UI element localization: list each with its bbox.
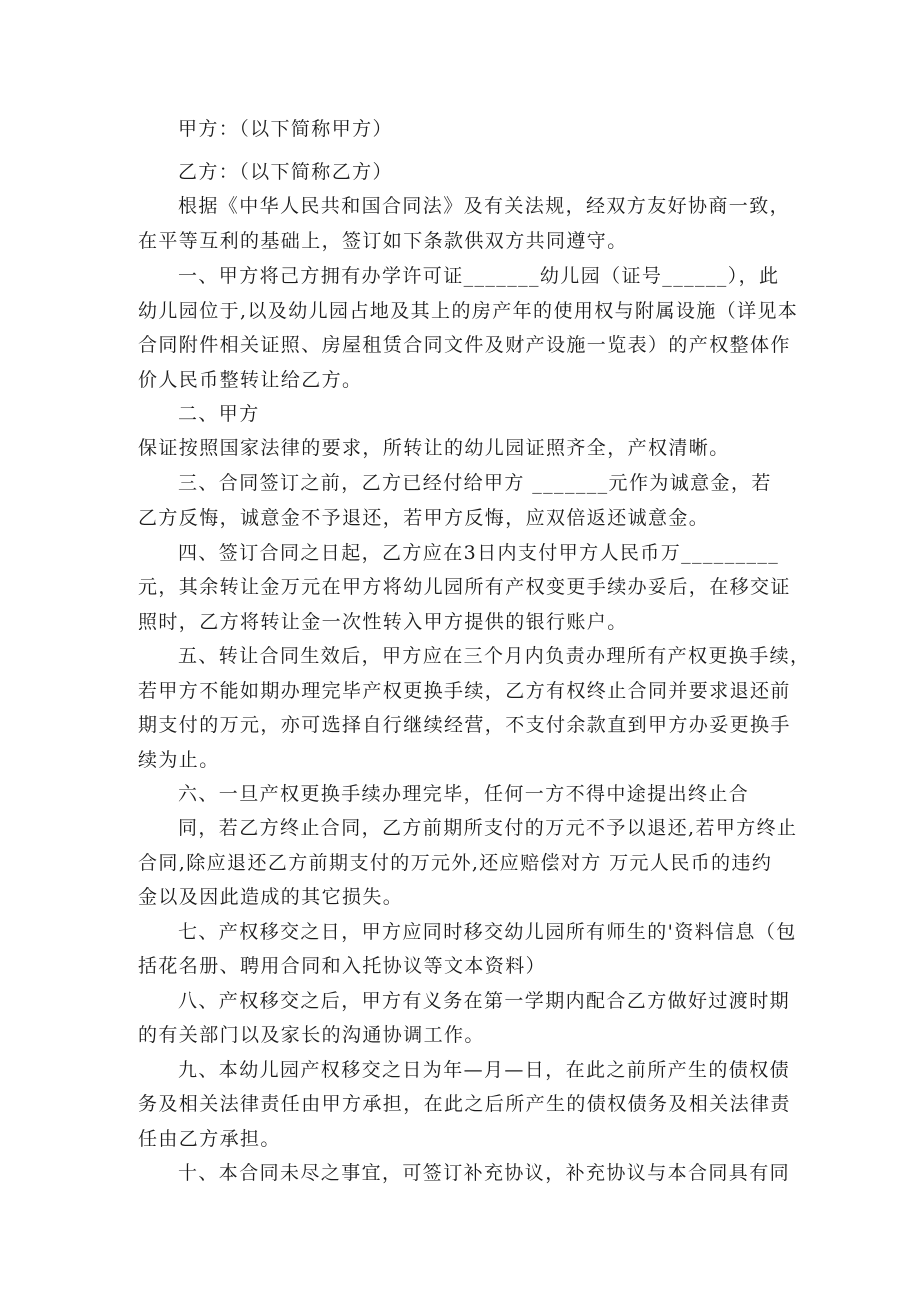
- clause-2-line-1: 保证按照国家法律的要求，所转让的幼儿园证照齐全，产权清晰。: [138, 437, 730, 459]
- clause-5-line-1: 五、转让合同生效后，甲方应在三个月内负责办理所有产权更换手续，: [178, 645, 811, 667]
- party-b-line: 乙方：（以下简称乙方）: [178, 161, 393, 183]
- clause-1-line-4: 价人民币整转让给乙方。: [138, 369, 363, 391]
- clause-1-line-2: 幼儿园位于,以及幼儿园占地及其上的房产年的使用权与附属设施（详见本: [138, 300, 799, 322]
- clause-6-line-4: 金以及因此造成的其它损失。: [138, 886, 404, 908]
- clause-8-line-2: 的有关部门以及家长的沟通协调工作。: [138, 1024, 485, 1046]
- clause-3-line-1: 三、合同签订之前，乙方已经付给甲方 _______元作为诚意金，若: [178, 472, 772, 494]
- preamble-line-1: 根据《中华人民共和国合同法》及有关法规，经双方友好协商一致，: [178, 195, 791, 217]
- clause-7-line-2: 括花名册、聘用合同和入托协议等文本资料）: [138, 955, 547, 977]
- clause-4-line-1: 四、签订合同之日起，乙方应在3日内支付甲方人民币万_________: [178, 542, 780, 564]
- clause-6-line-2: 同，若乙方终止合同，乙方前期所支付的万元不予以退还,若甲方终止: [178, 817, 798, 839]
- clause-5-line-3: 期支付的万元，亦可选择自行继续经营，不支付余款直到甲方办妥更换手: [138, 714, 791, 736]
- clause-4-line-2: 元，其余转让金万元在甲方将幼儿园所有产权变更手续办妥后，在移交证: [138, 576, 791, 598]
- clause-9-line-2: 务及相关法律责任由甲方承担，在此之后所产生的债权债务及相关法律责: [138, 1093, 791, 1115]
- preamble-line-2: 在平等互利的基础上，签订如下条款供双方共同遵守。: [138, 230, 628, 252]
- clause-10-line-1: 十、本合同未尽之事宜，可签订补充协议，补充协议与本合同具有同: [178, 1162, 791, 1184]
- clause-7-line-1: 七、产权移交之日，甲方应同时移交幼儿园所有师生的'资料信息（包: [178, 921, 797, 943]
- party-a-line: 甲方：（以下简称甲方）: [178, 118, 393, 140]
- clause-9-line-1: 九、本幼儿园产权移交之日为年—月—日，在此之前所产生的债权债: [178, 1059, 791, 1081]
- clause-1-line-3: 合同附件相关证照、房屋租赁合同文件及财产设施一览表）的产权整体作: [138, 334, 791, 356]
- clause-4-line-3: 照时，乙方将转让金一次性转入甲方提供的银行账户。: [138, 611, 628, 633]
- clause-5-line-2: 若甲方不能如期办理完毕产权更换手续，乙方有权终止合同并要求退还前: [138, 680, 791, 702]
- clause-5-line-4: 续为止。: [138, 749, 220, 771]
- clause-8-line-1: 八、产权移交之后，甲方有义务在第一学期内配合乙方做好过渡时期: [178, 990, 791, 1012]
- clause-9-line-3: 任由乙方承担。: [138, 1128, 281, 1150]
- clause-6-line-3: 合同,除应退还乙方前期支付的万元外,还应赔偿对方 万元人民币的违约: [138, 852, 773, 874]
- clause-1-line-1: 一、甲方将己方拥有办学许可证_______幼儿园（证号______），此: [178, 265, 780, 287]
- clause-6-line-1: 六、一旦产权更换手续办理完毕，任何一方不得中途提出终止合: [178, 783, 750, 805]
- clause-3-line-2: 乙方反悔，诚意金不予退还，若甲方反悔，应双倍返还诚意金。: [138, 507, 710, 529]
- clause-2-heading: 二、甲方: [178, 403, 260, 425]
